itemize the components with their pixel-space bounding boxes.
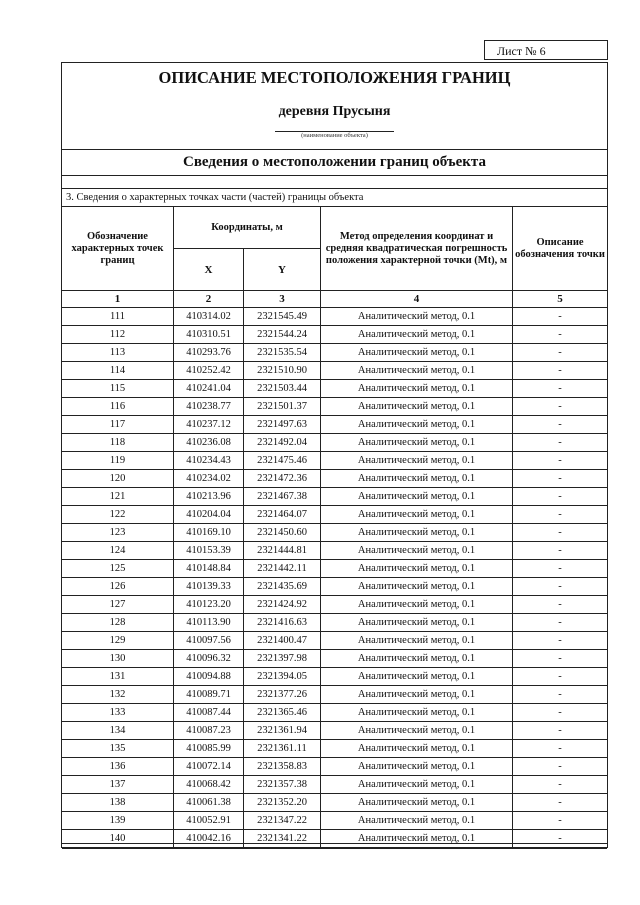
cell-method: Аналитический метод, 0.1 (321, 452, 513, 470)
cell-point: 139 (62, 812, 174, 830)
cell-x: 410153.39 (174, 542, 244, 560)
cell-y: 2321347.22 (244, 812, 321, 830)
cell-description: - (513, 344, 608, 362)
table-row (62, 614, 608, 632)
table-row (62, 560, 608, 578)
cell-x: 410310.51 (174, 326, 244, 344)
col-number: 2 (174, 291, 244, 308)
cell-description: - (513, 596, 608, 614)
cell-description: - (513, 326, 608, 344)
cell-x: 410042.16 (174, 830, 244, 848)
cell-method: Аналитический метод, 0.1 (321, 344, 513, 362)
cell-description: - (513, 776, 608, 794)
table-row (62, 344, 608, 362)
cell-point: 138 (62, 794, 174, 812)
table-row (62, 578, 608, 596)
cell-x: 410213.96 (174, 488, 244, 506)
table-row (62, 812, 608, 830)
cell-description: - (513, 758, 608, 776)
cell-description: - (513, 380, 608, 398)
cell-x: 410052.91 (174, 812, 244, 830)
cell-method: Аналитический метод, 0.1 (321, 560, 513, 578)
table-row (62, 794, 608, 812)
cell-description: - (513, 794, 608, 812)
cell-method: Аналитический метод, 0.1 (321, 434, 513, 452)
cell-y: 2321400.47 (244, 632, 321, 650)
cell-point: 122 (62, 506, 174, 524)
cell-x: 410061.38 (174, 794, 244, 812)
table-footer-spacer (62, 848, 607, 865)
cell-y: 2321416.63 (244, 614, 321, 632)
cell-x: 410113.90 (174, 614, 244, 632)
cell-x: 410204.04 (174, 506, 244, 524)
cell-y: 2321357.38 (244, 776, 321, 794)
cell-method: Аналитический метод, 0.1 (321, 740, 513, 758)
cell-x: 410293.76 (174, 344, 244, 362)
col-header-method: Метод определения координат и средняя квадратическая погрешность положения характерной точки (Mt), м (321, 207, 513, 291)
cell-method: Аналитический метод, 0.1 (321, 614, 513, 632)
cell-point: 127 (62, 596, 174, 614)
spacer (62, 139, 607, 150)
cell-point: 113 (62, 344, 174, 362)
document-frame (61, 62, 608, 844)
cell-method: Аналитический метод, 0.1 (321, 650, 513, 668)
cell-point: 111 (62, 308, 174, 326)
cell-method: Аналитический метод, 0.1 (321, 794, 513, 812)
cell-description: - (513, 830, 608, 848)
col-header-coords: Координаты, м (174, 207, 321, 249)
cell-y: 2321377.26 (244, 686, 321, 704)
cell-description: - (513, 362, 608, 380)
cell-description: - (513, 452, 608, 470)
cell-method: Аналитический метод, 0.1 (321, 578, 513, 596)
cell-method: Аналитический метод, 0.1 (321, 326, 513, 344)
table-row (62, 506, 608, 524)
cell-point: 132 (62, 686, 174, 704)
cell-description: - (513, 524, 608, 542)
table-row (62, 398, 608, 416)
cell-description: - (513, 614, 608, 632)
cell-y: 2321510.90 (244, 362, 321, 380)
col-number: 4 (321, 291, 513, 308)
table-row (62, 326, 608, 344)
cell-x: 410072.14 (174, 758, 244, 776)
cell-x: 410169.10 (174, 524, 244, 542)
cell-method: Аналитический метод, 0.1 (321, 758, 513, 776)
cell-y: 2321365.46 (244, 704, 321, 722)
cell-description: - (513, 704, 608, 722)
cell-description: - (513, 542, 608, 560)
cell-description: - (513, 416, 608, 434)
col-header-description: Описание обозначения точки (513, 207, 608, 291)
cell-point: 129 (62, 632, 174, 650)
cell-point: 135 (62, 740, 174, 758)
col-header-point: Обозначение характерных точек границ (62, 207, 174, 291)
cell-x: 410089.71 (174, 686, 244, 704)
cell-y: 2321501.37 (244, 398, 321, 416)
cell-point: 117 (62, 416, 174, 434)
table-row (62, 758, 608, 776)
cell-description: - (513, 470, 608, 488)
cell-point: 125 (62, 560, 174, 578)
cell-y: 2321492.04 (244, 434, 321, 452)
cell-method: Аналитический метод, 0.1 (321, 308, 513, 326)
table-row (62, 704, 608, 722)
cell-y: 2321358.83 (244, 758, 321, 776)
cell-point: 131 (62, 668, 174, 686)
cell-x: 410237.12 (174, 416, 244, 434)
cell-x: 410096.32 (174, 650, 244, 668)
table-row (62, 308, 608, 326)
cell-point: 118 (62, 434, 174, 452)
spacer (62, 176, 607, 189)
cell-x: 410236.08 (174, 434, 244, 452)
cell-method: Аналитический метод, 0.1 (321, 632, 513, 650)
cell-y: 2321435.69 (244, 578, 321, 596)
cell-method: Аналитический метод, 0.1 (321, 470, 513, 488)
cell-point: 137 (62, 776, 174, 794)
cell-method: Аналитический метод, 0.1 (321, 686, 513, 704)
col-header-x: X (174, 249, 244, 291)
cell-description: - (513, 434, 608, 452)
cell-y: 2321361.94 (244, 722, 321, 740)
cell-method: Аналитический метод, 0.1 (321, 416, 513, 434)
table-row (62, 524, 608, 542)
cell-method: Аналитический метод, 0.1 (321, 362, 513, 380)
cell-description: - (513, 650, 608, 668)
cell-method: Аналитический метод, 0.1 (321, 524, 513, 542)
cell-y: 2321444.81 (244, 542, 321, 560)
sheet-number: Лист № 6 (484, 40, 608, 60)
table-row (62, 488, 608, 506)
cell-description: - (513, 722, 608, 740)
cell-method: Аналитический метод, 0.1 (321, 776, 513, 794)
cell-point: 120 (62, 470, 174, 488)
cell-description: - (513, 308, 608, 326)
cell-y: 2321475.46 (244, 452, 321, 470)
cell-y: 2321397.98 (244, 650, 321, 668)
table-row (62, 722, 608, 740)
table-row (62, 650, 608, 668)
cell-method: Аналитический метод, 0.1 (321, 542, 513, 560)
col-header-y: Y (244, 249, 321, 291)
cell-description: - (513, 812, 608, 830)
col-number: 5 (513, 291, 608, 308)
cell-y: 2321442.11 (244, 560, 321, 578)
cell-x: 410241.04 (174, 380, 244, 398)
cell-y: 2321535.54 (244, 344, 321, 362)
boundary-points-table (61, 206, 608, 848)
cell-x: 410068.42 (174, 776, 244, 794)
table-row (62, 362, 608, 380)
cell-point: 133 (62, 704, 174, 722)
cell-y: 2321467.38 (244, 488, 321, 506)
cell-y: 2321503.44 (244, 380, 321, 398)
section-subtitle: 3. Сведения о характерных точках части (частей) границы объекта (66, 192, 364, 203)
table-row (62, 542, 608, 560)
cell-description: - (513, 560, 608, 578)
cell-description: - (513, 578, 608, 596)
table-row (62, 470, 608, 488)
document-title: ОПИСАНИЕ МЕСТОПОЛОЖЕНИЯ ГРАНИЦ (158, 68, 511, 87)
cell-y: 2321361.11 (244, 740, 321, 758)
cell-description: - (513, 506, 608, 524)
cell-point: 112 (62, 326, 174, 344)
object-caption-text: (наименование объекта) (275, 131, 394, 140)
cell-x: 410238.77 (174, 398, 244, 416)
cell-description: - (513, 488, 608, 506)
object-name: деревня Прусыня (278, 104, 391, 119)
cell-description: - (513, 632, 608, 650)
table-row (62, 416, 608, 434)
cell-x: 410085.99 (174, 740, 244, 758)
cell-x: 410123.20 (174, 596, 244, 614)
cell-y: 2321394.05 (244, 668, 321, 686)
cell-point: 123 (62, 524, 174, 542)
col-number: 1 (62, 291, 174, 308)
cell-x: 410148.84 (174, 560, 244, 578)
cell-point: 115 (62, 380, 174, 398)
cell-method: Аналитический метод, 0.1 (321, 596, 513, 614)
table-row (62, 596, 608, 614)
object-caption (62, 131, 607, 139)
cell-x: 410087.44 (174, 704, 244, 722)
table-row (62, 452, 608, 470)
cell-description: - (513, 398, 608, 416)
table-row (62, 380, 608, 398)
cell-method: Аналитический метод, 0.1 (321, 704, 513, 722)
cell-method: Аналитический метод, 0.1 (321, 812, 513, 830)
table-row (62, 776, 608, 794)
table-row (62, 686, 608, 704)
table-body (62, 308, 608, 848)
cell-x: 410087.23 (174, 722, 244, 740)
cell-y: 2321424.92 (244, 596, 321, 614)
cell-point: 116 (62, 398, 174, 416)
cell-x: 410097.56 (174, 632, 244, 650)
section-title: Сведения о местоположении границ объекта (62, 150, 607, 176)
cell-method: Аналитический метод, 0.1 (321, 506, 513, 524)
table-row (62, 632, 608, 650)
cell-method: Аналитический метод, 0.1 (321, 668, 513, 686)
cell-point: 128 (62, 614, 174, 632)
cell-point: 126 (62, 578, 174, 596)
cell-y: 2321545.49 (244, 308, 321, 326)
cell-x: 410139.33 (174, 578, 244, 596)
cell-y: 2321464.07 (244, 506, 321, 524)
cell-x: 410094.88 (174, 668, 244, 686)
cell-method: Аналитический метод, 0.1 (321, 380, 513, 398)
cell-description: - (513, 740, 608, 758)
cell-y: 2321472.36 (244, 470, 321, 488)
table-row (62, 740, 608, 758)
cell-y: 2321341.22 (244, 830, 321, 848)
cell-point: 119 (62, 452, 174, 470)
cell-method: Аналитический метод, 0.1 (321, 488, 513, 506)
cell-y: 2321352.20 (244, 794, 321, 812)
cell-point: 124 (62, 542, 174, 560)
cell-x: 410234.02 (174, 470, 244, 488)
cell-x: 410252.42 (174, 362, 244, 380)
cell-method: Аналитический метод, 0.1 (321, 398, 513, 416)
cell-y: 2321544.24 (244, 326, 321, 344)
cell-point: 114 (62, 362, 174, 380)
table-row (62, 830, 608, 848)
cell-description: - (513, 668, 608, 686)
table-row (62, 434, 608, 452)
cell-point: 136 (62, 758, 174, 776)
cell-x: 410314.02 (174, 308, 244, 326)
cell-y: 2321450.60 (244, 524, 321, 542)
cell-point: 130 (62, 650, 174, 668)
cell-point: 140 (62, 830, 174, 848)
cell-y: 2321497.63 (244, 416, 321, 434)
col-number: 3 (244, 291, 321, 308)
cell-method: Аналитический метод, 0.1 (321, 830, 513, 848)
cell-method: Аналитический метод, 0.1 (321, 722, 513, 740)
cell-x: 410234.43 (174, 452, 244, 470)
cell-point: 134 (62, 722, 174, 740)
cell-description: - (513, 686, 608, 704)
cell-point: 121 (62, 488, 174, 506)
table-row (62, 668, 608, 686)
